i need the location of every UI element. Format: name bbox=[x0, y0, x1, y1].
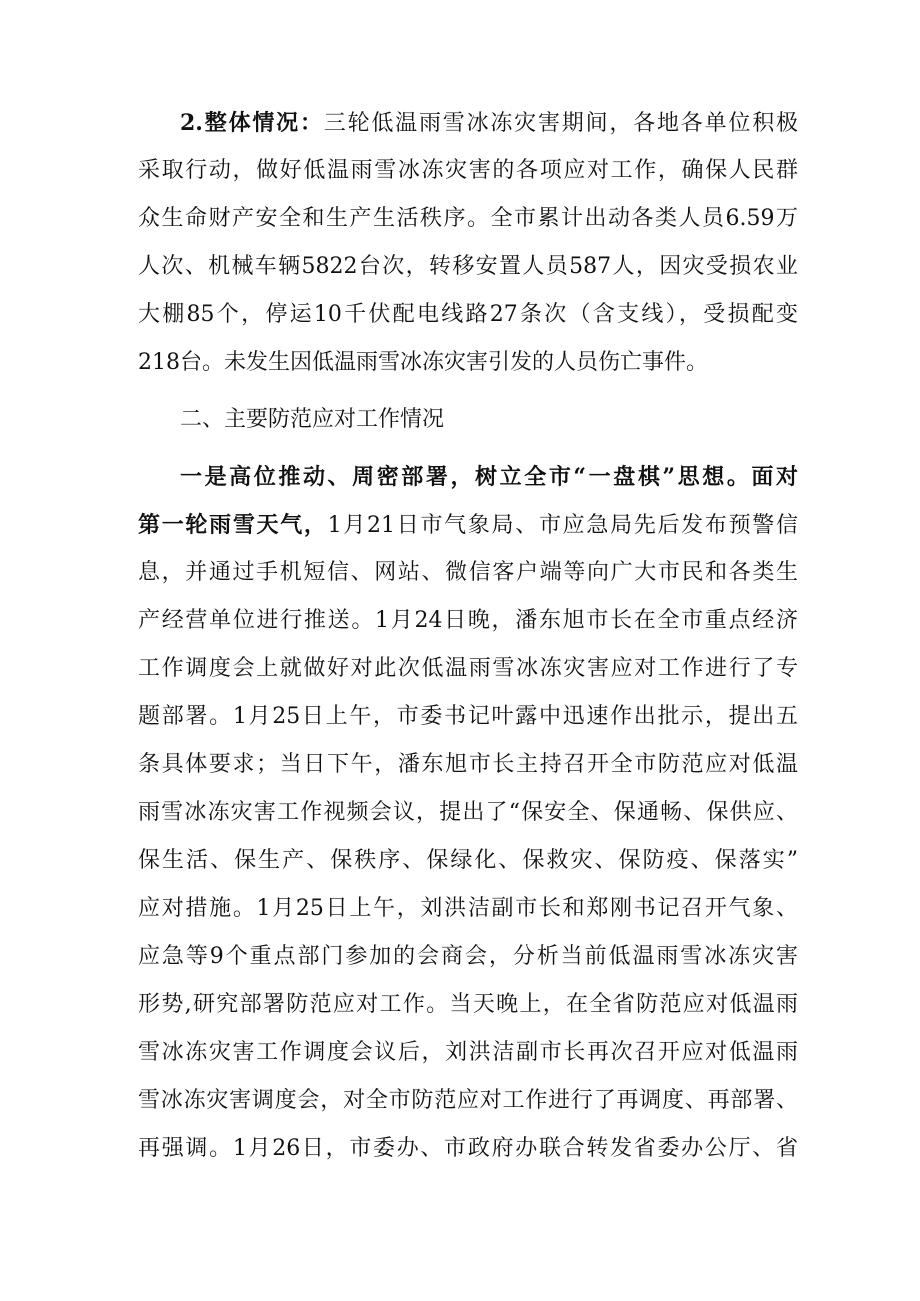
paragraph-1-line-2: 采取行动，做好低温雨雪冰冻灾害的各项应对工作，确保人民群 bbox=[138, 158, 798, 183]
paragraph-2-line-4: 产经营单位进行推送。1月24日晚，潘东旭市长在全市重点经济 bbox=[138, 608, 798, 633]
paragraph-1-line-1 bbox=[180, 99, 798, 147]
paragraph-2-line-14: 雪冰冻灾害调度会，对全市防范应对工作进行了再调度、再部署、 bbox=[138, 1088, 798, 1113]
paragraph-1-line-1-text: 三轮低温雨雪冰冻灾害期间，各地各单位积极 bbox=[323, 111, 798, 136]
paragraph-1-line-6: 218台。未发生因低温雨雪冰冻灾害引发的人员伤亡事件。 bbox=[138, 350, 708, 375]
paragraph-1-line-5: 大棚85个，停运10千伏配电线路27条次（含支线），受损配变 bbox=[138, 302, 798, 327]
paragraph-2-line-2 bbox=[138, 501, 798, 549]
paragraph-2-line-5: 工作调度会上就做好对此次低温雨雪冰冻灾害应对工作进行了专 bbox=[138, 656, 798, 681]
paragraph-2-line-15: 再强调。1月26日，市委办、市政府办联合转发省委办公厅、省 bbox=[138, 1136, 798, 1161]
paragraph-2-line-2-text: 1月21日市气象局、市应急局先后发布预警信 bbox=[327, 513, 798, 538]
paragraph-2-line-1: 一是高位推动、周密部署，树立全市“一盘棋”思想。面对 bbox=[180, 464, 798, 490]
paragraph-2-line-8: 雨雪冰冻灾害工作视频会议，提出了“保安全、保通畅、保供应、 bbox=[138, 800, 798, 825]
paragraph-2-line-12: 形势,研究部署防范应对工作。当天晚上，在全省防范应对低温雨 bbox=[138, 992, 798, 1017]
paragraph-2-line-11: 应急等9个重点部门参加的会商会，分析当前低温雨雪冰冻灾害 bbox=[138, 944, 798, 969]
paragraph-2-line-13: 雪冰冻灾害工作调度会议后，刘洪洁副市长再次召开应对低温雨 bbox=[138, 1040, 798, 1065]
paragraph-2-line-10: 应对措施。1月25日上午，刘洪洁副市长和郑刚书记召开气象、 bbox=[138, 896, 798, 921]
paragraph-1-lead: 2.整体情况： bbox=[180, 110, 324, 136]
paragraph-2-line-3: 息，并通过手机短信、网站、微信客户端等向广大市民和各类生 bbox=[138, 560, 798, 585]
paragraph-2-bold-tail: 第一轮雨雪天气， bbox=[138, 512, 328, 538]
paragraph-2-line-9: 保生活、保生产、保秩序、保绿化、保救灾、保防疫、保落实” bbox=[138, 848, 798, 873]
paragraph-1-line-4: 人次、机械车辆5822台次，转移安置人员587人，因灾受损农业 bbox=[138, 254, 798, 279]
paragraph-1-line-3: 众生命财产安全和生产生活秩序。全市累计出动各类人员6.59万 bbox=[138, 206, 798, 231]
section-heading: 二、主要防范应对工作情况 bbox=[180, 407, 445, 432]
paragraph-2-line-7: 条具体要求；当日下午，潘东旭市长主持召开全市防范应对低温 bbox=[138, 752, 798, 777]
paragraph-2-line-6: 题部署。1月25日上午，市委书记叶露中迅速作出批示，提出五 bbox=[138, 704, 798, 729]
